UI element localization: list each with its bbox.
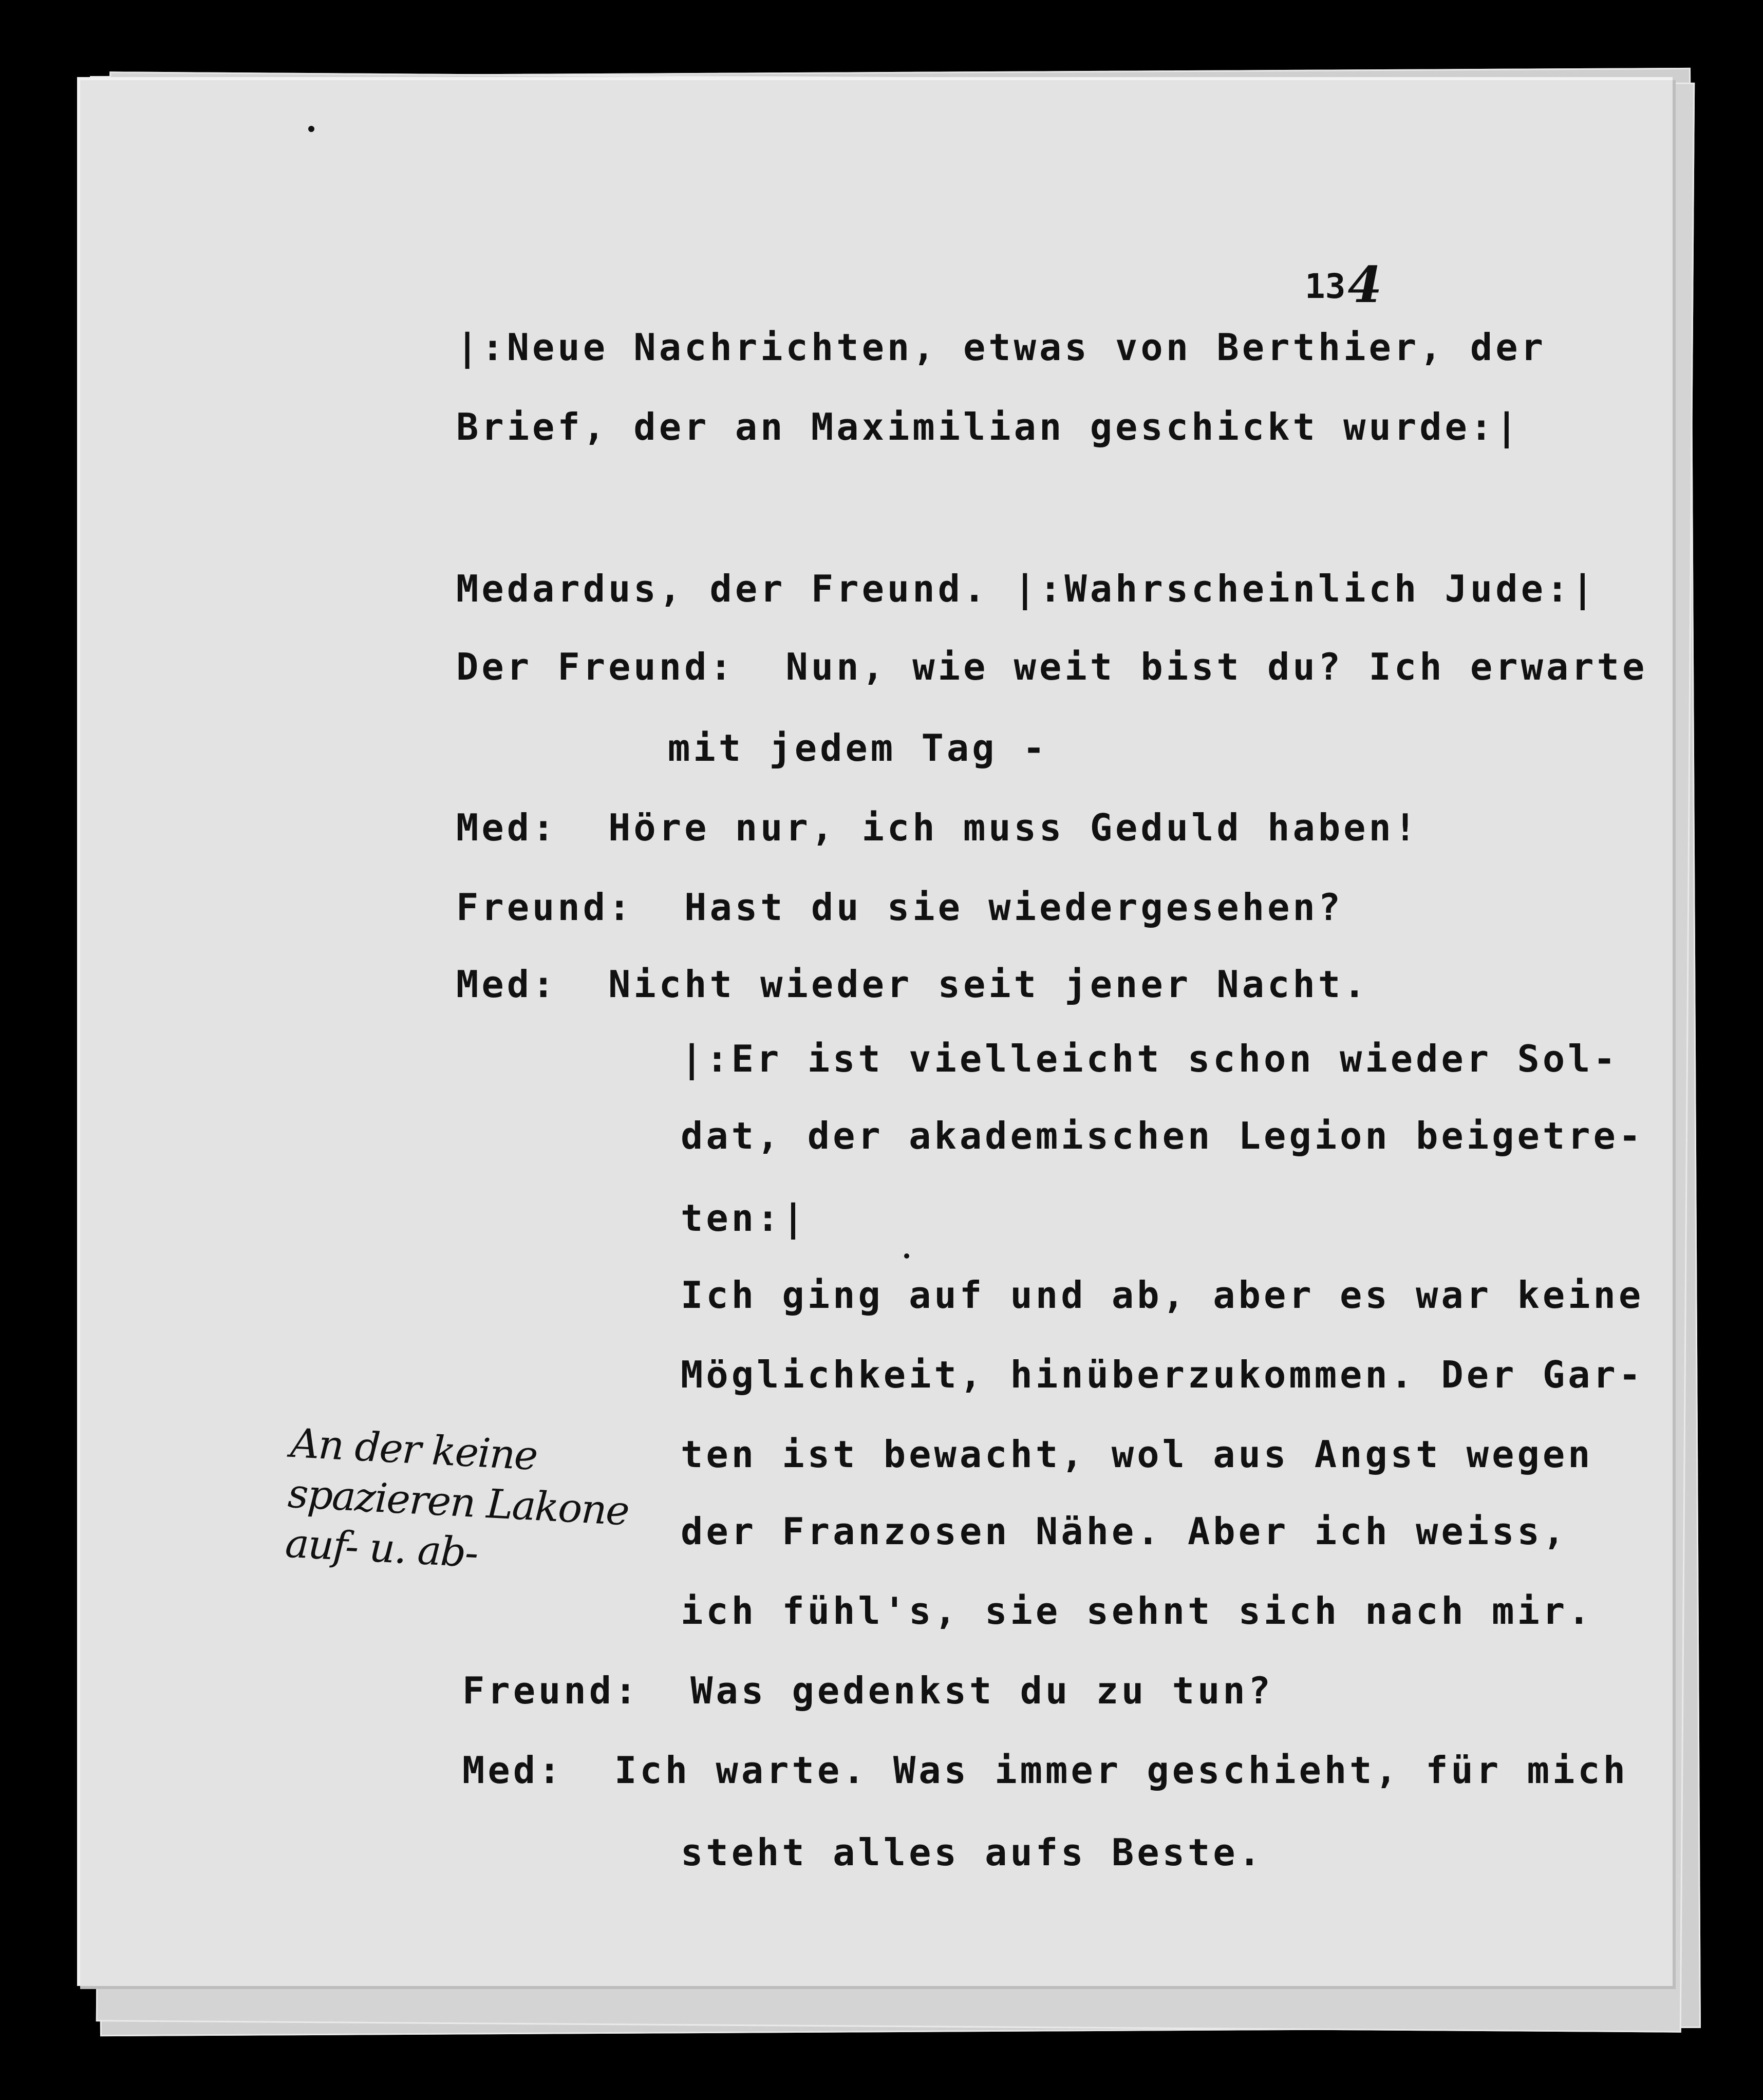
line-7: Freund: Hast du sie wiedergesehen? <box>456 886 1344 929</box>
line-15: der Franzosen Nähe. Aber ich weiss, <box>681 1510 1568 1553</box>
margin-note-line: spazieren Lakone <box>287 1470 630 1534</box>
line-18: Med: Ich warte. Was immer geschieht, für mich <box>462 1749 1628 1792</box>
line-19: steht alles aufs Beste. <box>681 1831 1264 1874</box>
line-14: ten ist bewacht, wol aus Angst wegen <box>681 1433 1593 1476</box>
show-through-text <box>501 491 524 525</box>
page-number-handwritten-correction: 4 <box>1347 256 1382 314</box>
line-12: Ich ging auf und ab, aber es war keine <box>681 1273 1644 1317</box>
line-1: |:Neue Nachrichten, etwas von Berthier, der <box>456 326 1546 369</box>
line-9: |:Er ist vielleicht schon wieder Sol- <box>681 1037 1619 1080</box>
margin-note-line: An der keine <box>289 1420 538 1479</box>
margin-note-line: auf- u. ab- <box>284 1520 479 1577</box>
line-16: ich fühl's, sie sehnt sich nach mir. <box>681 1589 1593 1633</box>
line-6: Med: Höre nur, ich muss Geduld haben! <box>456 806 1420 849</box>
line-3: Medardus, der Freund. |:Wahrscheinlich Jude:| <box>456 567 1597 610</box>
line-11: ten:| <box>681 1196 808 1240</box>
page-number-typed: 13 <box>1305 267 1346 306</box>
ink-speck <box>904 1253 909 1259</box>
line-10: dat, der akademischen Legion beigetre- <box>681 1114 1644 1157</box>
handwritten-margin-note <box>284 1419 651 1588</box>
line-17: Freund: Was gedenkst du zu tun? <box>462 1669 1274 1712</box>
line-5: mit jedem Tag - <box>668 726 1048 770</box>
page-number <box>1305 252 1382 314</box>
ink-speck <box>308 126 314 132</box>
line-4: Der Freund: Nun, wie weit bist du? Ich erwarte <box>456 645 1648 688</box>
line-8: Med: Nicht wieder seit jener Nacht. <box>456 963 1369 1006</box>
line-13: Möglichkeit, hinüberzukommen. Der Gar- <box>681 1353 1644 1396</box>
line-2: Brief, der an Maximilian geschickt wurde:| <box>456 405 1521 448</box>
